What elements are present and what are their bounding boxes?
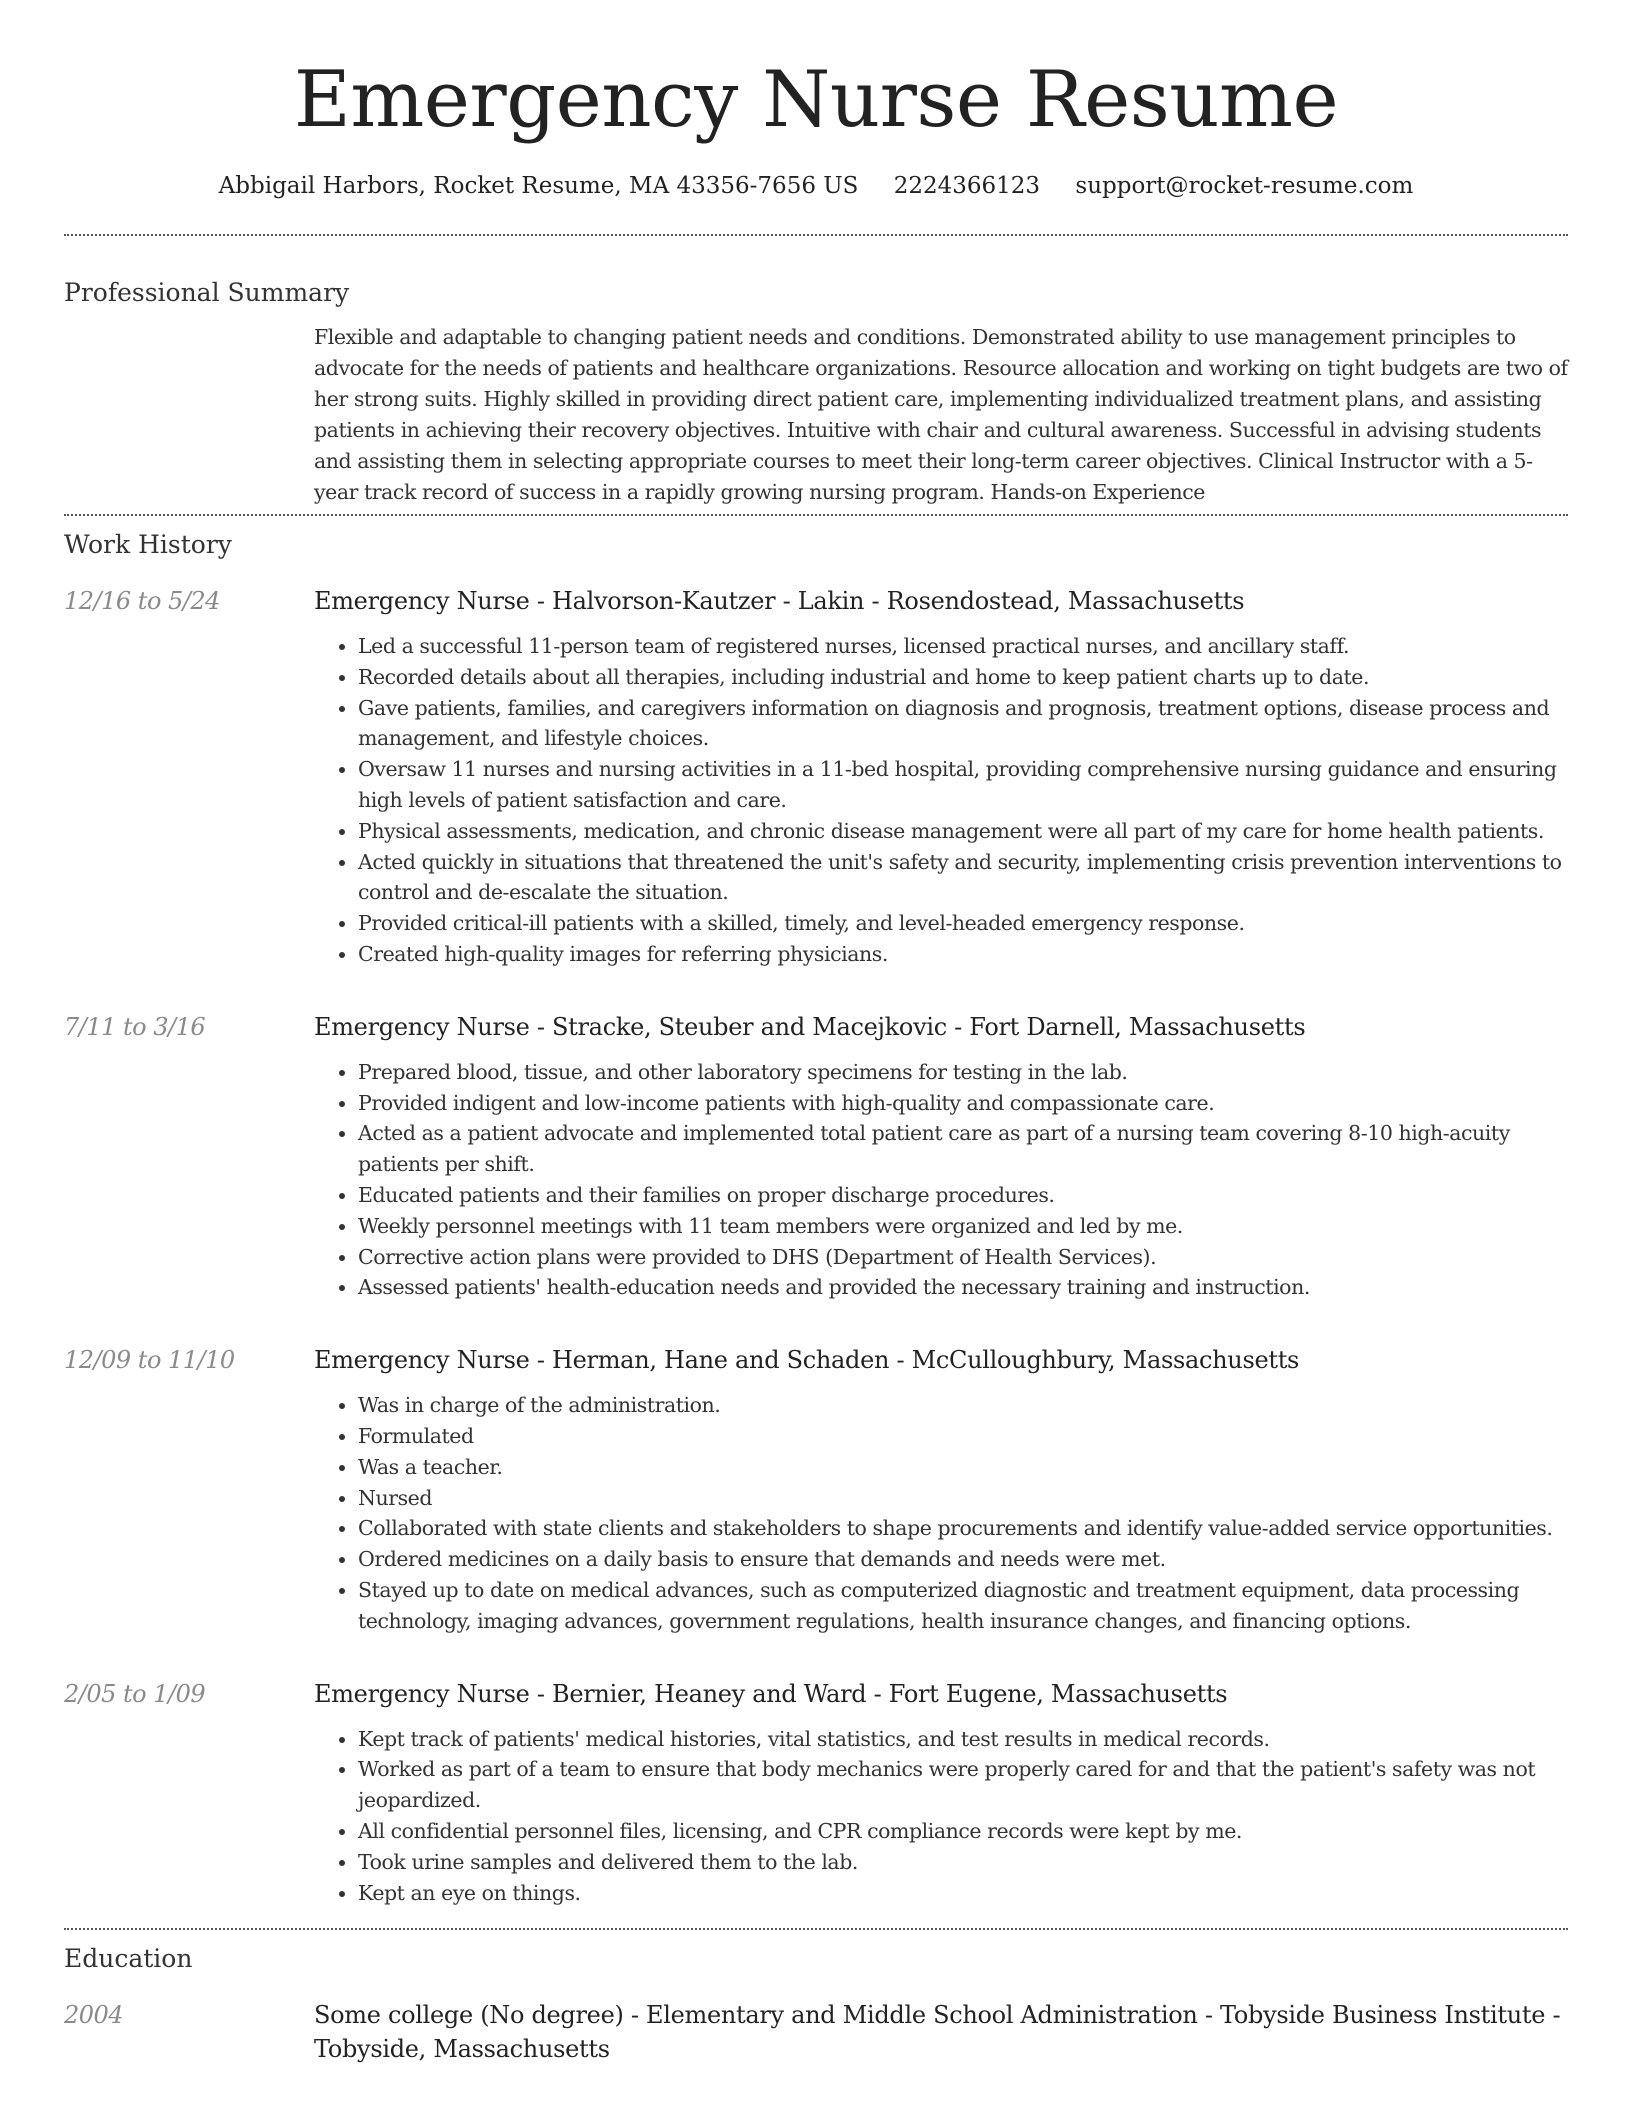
- divider: [64, 514, 1568, 516]
- entry-heading: Emergency Nurse - Halvorson-Kautzer - Lakin - Rosendostead, Massachusetts: [314, 587, 1245, 615]
- bullet-item: • Led a successful 11-person team of registered nurses, licensed practical nurses, and ancillary staff.: [358, 631, 1568, 662]
- bullet-item: • Educated patients and their families on proper discharge procedures.: [358, 1180, 1568, 1211]
- entry-body: [314, 1343, 1568, 1636]
- entry-bullet-list: [314, 1057, 1568, 1303]
- entry-body: [314, 1998, 1568, 2066]
- job-entry: [64, 584, 1568, 970]
- resume-title: Emergency Nurse Resume: [293, 55, 1339, 145]
- bullet-item: • Gave patients, families, and caregivers information on diagnosis and prognosis, treatment options, disease process and management, and lifestyle choices.: [358, 693, 1568, 755]
- bullet-item: • Took urine samples and delivered them to the lab.: [358, 1847, 1568, 1878]
- entry-dates: 12/16 to 5/24: [64, 587, 220, 615]
- job-entry: [64, 1343, 1568, 1636]
- contact-line: [64, 170, 1568, 202]
- bullet-item: • Was in charge of the administration.: [358, 1390, 1568, 1421]
- bullet-item: • Recorded details about all therapies, including industrial and home to keep patient charts up to date.: [358, 662, 1568, 693]
- contact-phone: 2224366123: [893, 173, 1041, 199]
- bullet-item: • Formulated: [358, 1421, 1568, 1452]
- bullet-item: • All confidential personnel files, licensing, and CPR compliance records were kept by me.: [358, 1816, 1568, 1847]
- job-entry: [64, 1677, 1568, 1909]
- work-history-list: [64, 584, 1568, 1908]
- bullet-item: • Physical assessments, medication, and chronic disease management were all part of my care for home health patients.: [358, 816, 1568, 847]
- entry-body: [314, 584, 1568, 970]
- entry-dates: 2/05 to 1/09: [64, 1679, 206, 1708]
- entry-heading: Emergency Nurse - Bernier, Heaney and Ward - Fort Eugene, Massachusetts: [314, 1679, 1228, 1708]
- bullet-item: • Kept an eye on things.: [358, 1878, 1568, 1909]
- divider: [64, 1928, 1568, 1930]
- entry-heading: Emergency Nurse - Stracke, Steuber and Macejkovic - Fort Darnell, Massachusetts: [314, 1012, 1306, 1041]
- entry-heading: Emergency Nurse - Herman, Hane and Schaden - McCulloughbury, Massachusetts: [314, 1346, 1300, 1375]
- contact-address: Abbigail Harbors, Rocket Resume, MA 43356-7656 US: [218, 173, 859, 199]
- entry-dates: 2004: [64, 2001, 124, 2030]
- bullet-item: • Acted as a patient advocate and implemented total patient care as part of a nursing team covering 8-10 high-acuity patients per shift.: [358, 1118, 1568, 1180]
- education-list: [64, 1998, 1568, 2066]
- bullet-item: • Was a teacher.: [358, 1452, 1568, 1483]
- bullet-item: • Collaborated with state clients and stakeholders to shape procurements and identify value-added service opportunities.: [358, 1513, 1568, 1544]
- bullet-item: • Kept track of patients' medical histories, vital statistics, and test results in medical records.: [358, 1724, 1568, 1755]
- job-entry: [64, 1010, 1568, 1303]
- section-title-education: Education: [64, 1944, 193, 1974]
- entry-dates: 12/09 to 11/10: [64, 1346, 235, 1375]
- entry-bullet-list: [314, 1724, 1568, 1909]
- bullet-item: • Nursed: [358, 1483, 1568, 1514]
- bullet-item: • Prepared blood, tissue, and other laboratory specimens for testing in the lab.: [358, 1057, 1568, 1088]
- bullet-item: • Weekly personnel meetings with 11 team members were organized and led by me.: [358, 1211, 1568, 1242]
- entry-bullet-list: [314, 1390, 1568, 1636]
- section-title-summary: Professional Summary: [64, 278, 350, 307]
- bullet-item: • Provided indigent and low-income patients with high-quality and compassionate care.: [358, 1088, 1568, 1119]
- bullet-item: • Provided critical-ill patients with a skilled, timely, and level-headed emergency response.: [358, 908, 1568, 939]
- bullet-item: • Created high-quality images for referring physicians.: [358, 939, 1568, 970]
- entry-heading: Some college (No degree) - Elementary and Middle School Administration - Tobyside Business Institute - Tobyside, Massachusetts: [314, 2001, 1561, 2064]
- contact-email: support@rocket-resume.com: [1075, 173, 1414, 199]
- section-title-work-history: Work History: [64, 530, 232, 559]
- entry-dates: 7/11 to 3/16: [64, 1012, 206, 1041]
- bullet-item: • Ordered medicines on a daily basis to ensure that demands and needs were met.: [358, 1544, 1568, 1575]
- bullet-item: • Corrective action plans were provided to DHS (Department of Health Services).: [358, 1242, 1568, 1273]
- bullet-item: • Acted quickly in situations that threatened the unit's safety and security, implementing crisis prevention interventions to control and de-escalate the situation.: [358, 847, 1568, 909]
- entry-bullet-list: [314, 631, 1568, 970]
- bullet-item: • Assessed patients' health-education needs and provided the necessary training and instruction.: [358, 1272, 1568, 1303]
- summary-text: Flexible and adaptable to changing patient needs and conditions. Demonstrated ability to use management principles to advocate for the needs of patients and healthcare organizations. Resource allocation and working on tight budgets are two of her strong suits. Highly skilled in providing direct patient care, implementing individualized treatment plans, and assisting patients in achieving their recovery objectives. Intuitive with chair and cultural awareness. Successful in advising students and assisting them in selecting appropriate courses to meet their long-term career objectives. Clinical Instructor with a 5-year track record of success in a rapidly growing nursing program. Hands-on Experience: [314, 325, 1568, 504]
- education-entry: [64, 1998, 1568, 2066]
- entry-body: [314, 1677, 1568, 1909]
- resume-page: [64, 0, 1568, 2066]
- bullet-item: • Worked as part of a team to ensure that body mechanics were properly cared for and that the patient's safety was not jeopardized.: [358, 1754, 1568, 1816]
- bullet-item: • Oversaw 11 nurses and nursing activities in a 11-bed hospital, providing comprehensive nursing guidance and ensuring high levels of patient satisfaction and care.: [358, 754, 1568, 816]
- entry-body: [314, 1010, 1568, 1303]
- divider: [64, 234, 1568, 236]
- bullet-item: • Stayed up to date on medical advances, such as computerized diagnostic and treatment equipment, data processing technology, imaging advances, government regulations, health insurance changes, and financing options.: [358, 1575, 1568, 1637]
